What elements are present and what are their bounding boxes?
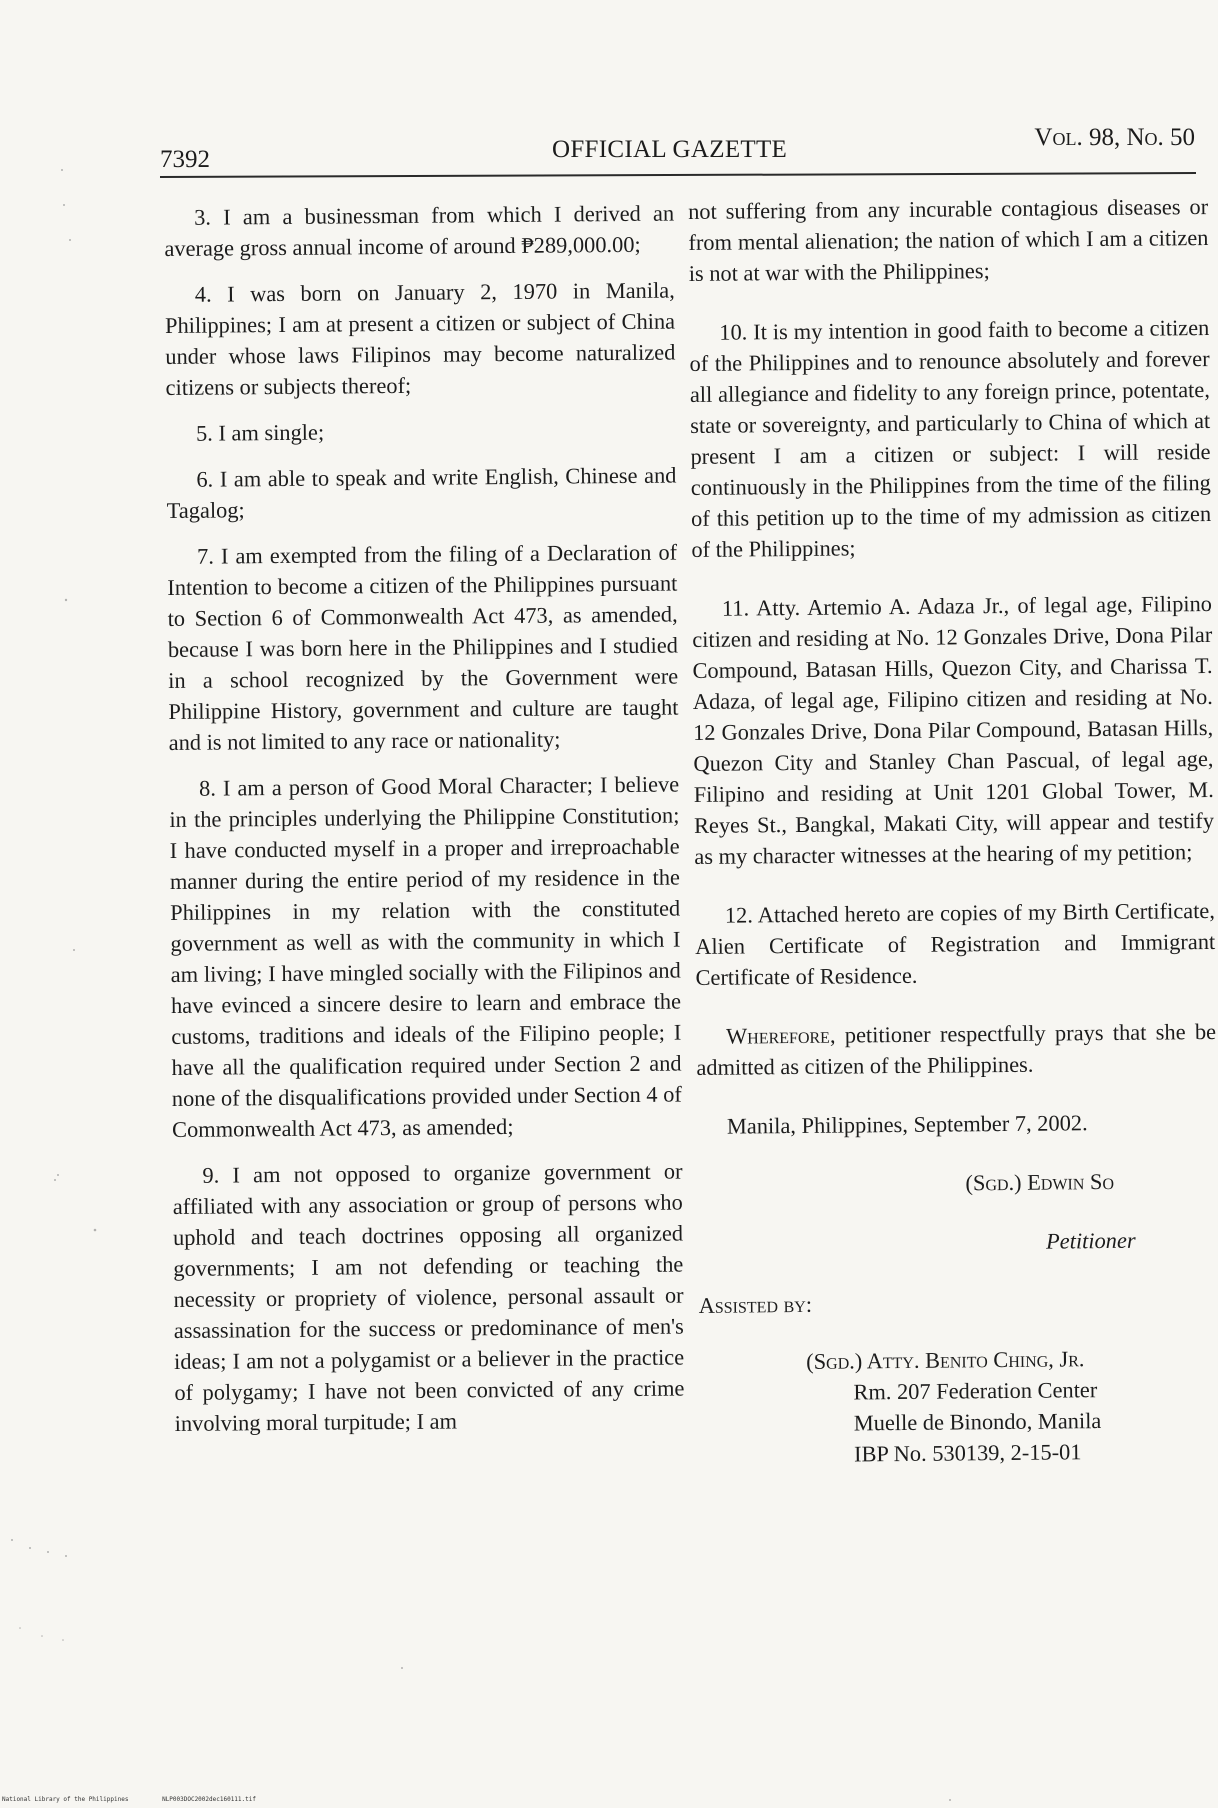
petitioner-signature: (Sgd.) Edwin So <box>965 1168 1115 1196</box>
paragraph-7: 7. I am exempted from the filing of a Declaration of Intention to become a citizen of the Philippines pursuant to Section 6 of Commonwealth Act 473, as amended, because I was born here in the Philippines and I studied in a school recognized by the Government were Philippine History, government and culture are taught and is not limited to any race or nationality; <box>167 539 679 755</box>
assisted-by-label: Assisted by: <box>698 1291 813 1318</box>
paragraph-12: 12. Attached hereto are copies of my Birth Certificate, Alien Certificate of Registration and Immigrant Certificate of Residence. <box>695 897 1216 990</box>
right-column <box>688 191 1218 1471</box>
paragraph-3: 3. I am a businessman from which I derived an average gross annual income of around ₱289,000.00; <box>164 200 675 261</box>
paragraph-9-continued: not suffering from any incurable contagious diseases or from mental alienation; the nation of which I am a citizen is not at war with the Philippines; <box>688 194 1209 286</box>
counsel-address-1: Rm. 207 Federation Center <box>853 1377 1098 1405</box>
counsel-ibp-number: IBP No. 530139, 2-15-01 <box>853 1439 1082 1467</box>
library-credit: National Library of the Philippines <box>2 1796 129 1803</box>
archive-footer <box>2 1796 286 1803</box>
paragraph-4: 4. I was born on January 2, 1970 in Manila, Philippines; I am at present a citizen or subject of China under whose laws Filipinos may become naturalized citizens or subjects thereof; <box>164 277 676 400</box>
paragraph-11: 11. Atty. Artemio A. Adaza Jr., of legal age, Filipino citizen and residing at No. 12 Gonzales Drive, Dona Pilar Compound, Batasan Hills, Quezon City, and Charissa T. Adaza, of legal age, Filipino citizen and residing at No. 12 Gonzales Drive, Dona Pilar Compound, Batasan Hills, Quezon City and Stanley Chan Pascual, of legal age, Filipino and residing at Unit 1201 Global Tower, M. Reyes St., Bangkal, Makati City, will appear and testify as my character witnesses at the hearing of my petition; <box>692 590 1215 869</box>
wherefore-lead: Wherefore, <box>725 1022 836 1049</box>
wherefore-text: petitioner respectfully prays that she be admitted as citizen of the Philippines. <box>696 1018 1217 1080</box>
paragraph-10: 10. It is my intention in good faith to become a citizen of the Philippines and to renounce absolutely and forever all allegiance and fidelity to any foreign prince, potentate, state or sovereignty, and particularly to China of which at present I am a citizen or subject: I will reside continuously in the Philippines from the time of the filing of this petition up to the time of my admission as citizen of the Philippines; <box>689 315 1212 562</box>
wherefore-clause <box>696 1016 1217 1083</box>
petitioner-label: Petitioner <box>1045 1227 1136 1254</box>
page-header <box>160 124 1195 180</box>
volume-number: Vol. 98, No. 50 <box>1034 124 1195 151</box>
paragraph-9: 9. I am not opposed to organize government or affiliated with any association or group of persons who uphold and teach doctrines opposing all organized governments; I am not defending or teaching the necessity or propriety of violence, personal assault or assassination for the success or predominance of men's ideas; I am not a polygamist or a believer in the practice of polygamy; I have not been convicted of any crime involving moral turpitude; I am <box>172 1158 685 1436</box>
gazette-title: OFFICIAL GAZETTE <box>552 136 788 163</box>
place-and-date: Manila, Philippines, September 7, 2002. <box>726 1110 1088 1139</box>
role-line <box>698 1224 1218 1260</box>
counsel-address-2: Muelle de Binondo, Manila <box>853 1408 1102 1436</box>
scan-filename: NLP003DOC2002dec160111.tif <box>162 1796 256 1803</box>
left-column <box>164 198 685 1454</box>
signature-line <box>697 1165 1217 1201</box>
counsel-name: (Sgd.) Atty. Benito Ching, Jr. <box>806 1346 1085 1374</box>
paragraph-6: 6. I am able to speak and write English, Chinese and Tagalog; <box>166 462 677 523</box>
paragraph-5: 5. I am single; <box>195 419 325 446</box>
counsel-block <box>806 1342 1218 1470</box>
page-number: 7392 <box>160 146 210 173</box>
paragraph-8: 8. I am a person of Good Moral Character; I believe in the principles underlying the Philippine Constitution; I have conducted myself in a proper and irreproachable manner during the entire period of my residence in the Philippines in my relation with the constituted government as well as with the community in which I am living; I have mingled socially with the Filipinos and have evinced a sincere desire to learn and embrace the customs, traditions and ideals of the Filipino people; I have all the qualification required under Section 2 and none of the disqualifications provided under Section 4 of Commonwealth Act 473, as amended; <box>169 771 682 1142</box>
